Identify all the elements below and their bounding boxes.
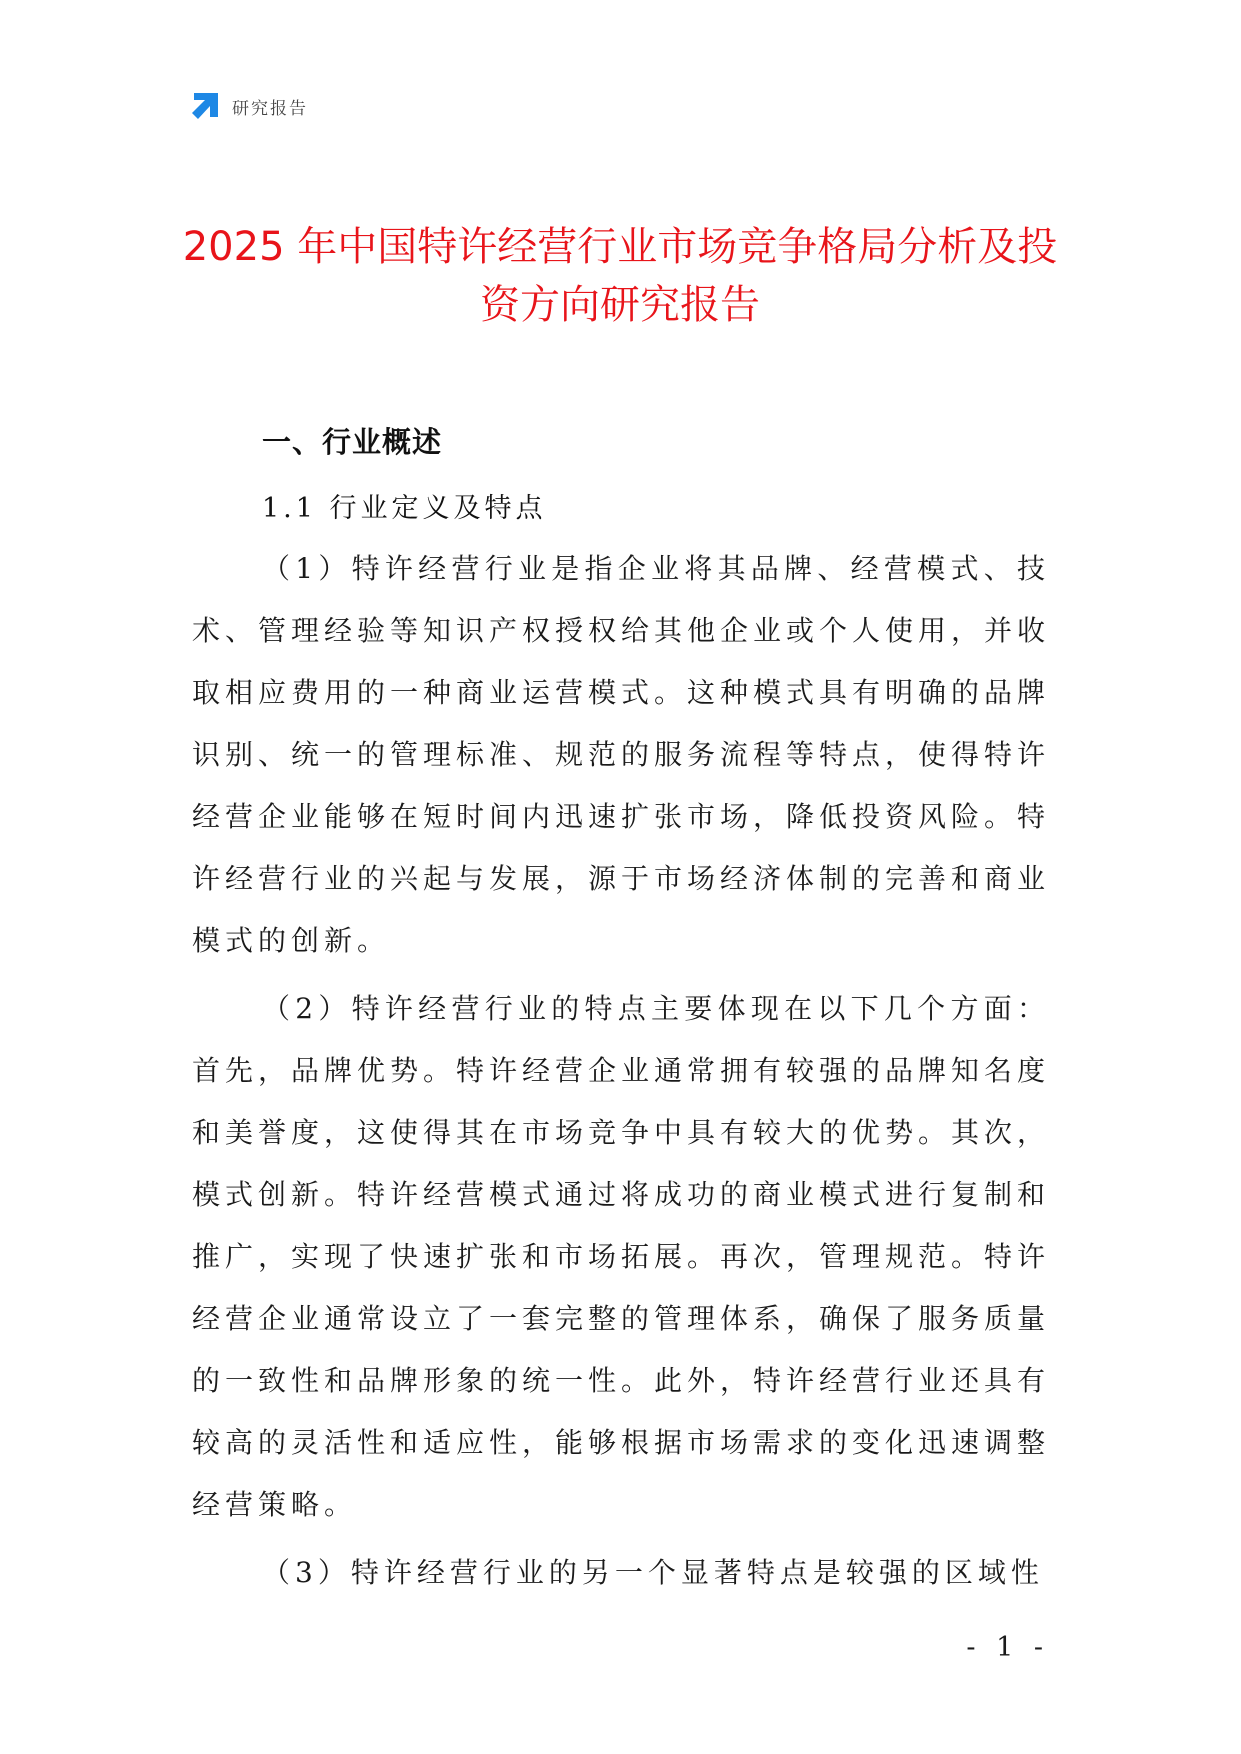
paragraph-2: （2）特许经营行业的特点主要体现在以下几个方面：首先，品牌优势。特许经营企业通常拥有较强的品牌知名度和美誉度，这使得其在市场竞争中具有较大的优势。其次，模式创新。特许经营模式通过将成功的商业模式进行复制和推广，实现了快速扩张和市场拓展。再次，管理规范。特许经营企业通常设立了一套完整的管理体系，确保了服务质量的一致性和品牌形象的统一性。此外，特许经营行业还具有较高的灵活性和适应性，能够根据市场需求的变化迅速调整经营策略。	[192, 992, 1051, 1521]
paragraph-3: （3）特许经营行业的另一个显著特点是较强的区域性	[262, 1556, 1044, 1589]
section-heading: 一、行业概述	[262, 425, 443, 459]
page-header	[190, 90, 308, 122]
document-body	[192, 538, 1050, 1610]
paragraph-1: （1）特许经营行业是指企业将其品牌、经营模式、技术、管理经验等知识产权授权给其他企业或个人使用，并收取相应费用的一种商业运营模式。这种模式具有明确的品牌识别、统一的管理标准、规范的服务流程等特点，使得特许经营企业能够在短时间内迅速扩张市场，降低投资风险。特许经营行业的兴起与发展，源于市场经济体制的完善和商业模式的创新。	[192, 552, 1051, 957]
page-number: - 1 -	[966, 1632, 1049, 1663]
subsection-heading: 1.1 行业定义及特点	[262, 493, 547, 524]
logo-arrow-icon	[190, 91, 220, 121]
header-label: 研究报告	[232, 98, 308, 119]
document-title: 2025 年中国特许经营行业市场竞争格局分析及投资方向研究报告	[182, 224, 1058, 328]
